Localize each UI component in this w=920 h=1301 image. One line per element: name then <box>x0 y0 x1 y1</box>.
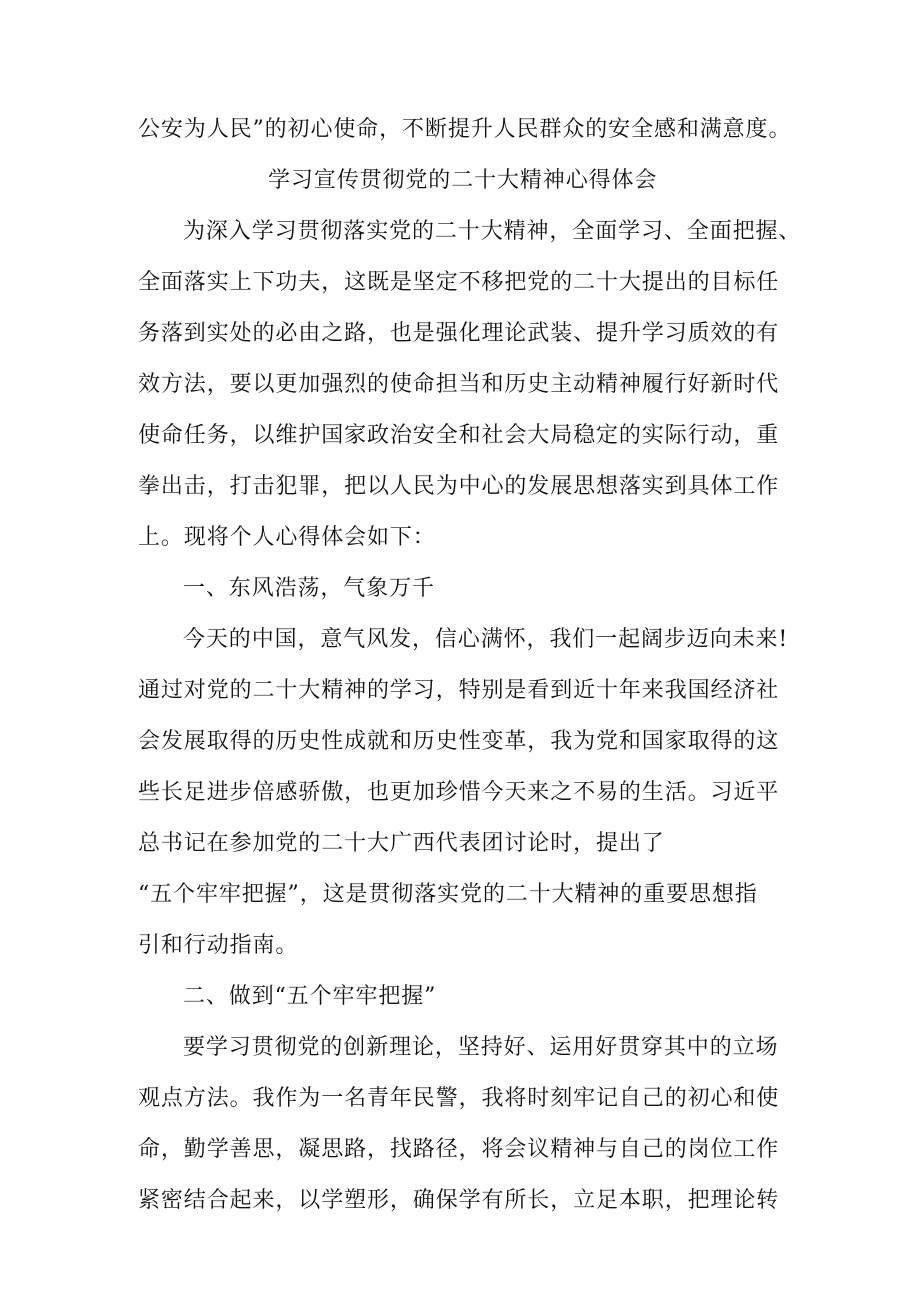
text-line: 观点方法。我作为一名青年民警，我将时刻牢记自己的初心和使 <box>138 1086 780 1111</box>
section-heading: 一、东风浩荡，气象万千 <box>183 576 435 601</box>
text-line: 务落到实处的必由之路，也是强化理论武装、提升学习质效的有 <box>138 321 780 346</box>
text-line: 为深入学习贯彻落实党的二十大精神，全面学习、全面把握、 <box>183 219 802 244</box>
text-line: 总书记在参加党的二十大广西代表团讨论时，提出了 <box>138 831 665 856</box>
text-line: 会发展取得的历史性成就和历史性变革，我为党和国家取得的这 <box>138 729 780 754</box>
section-heading: 二、做到“五个牢牢把握” <box>183 984 437 1009</box>
text-line: 引和行动指南。 <box>138 933 299 958</box>
text-line: 命，勤学善思，凝思路，找路径，将会议精神与自己的岗位工作 <box>138 1137 780 1162</box>
text-line: “五个牢牢把握”，这是贯彻落实党的二十大精神的重要思想指 <box>138 882 758 907</box>
text-line: 通过对党的二十大精神的学习，特别是看到近十年来我国经济社 <box>138 678 780 703</box>
text-line: 紧密结合起来，以学塑形，确保学有所长，立足本职，把理论转 <box>138 1188 780 1213</box>
text-line: 今天的中国，意气风发，信心满怀，我们一起阔步迈向未来! <box>183 627 789 652</box>
text-line: 效方法，要以更加强烈的使命担当和历史主动精神履行好新时代 <box>138 372 780 397</box>
text-line: 些长足进步倍感骄傲，也更加珍惜今天来之不易的生活。习近平 <box>138 780 780 805</box>
text-line: 使命任务，以维护国家政治安全和社会大局稳定的实际行动，重 <box>138 423 780 448</box>
text-line: 拳出击，打击犯罪，把以人民为中心的发展思想落实到具体工作 <box>138 474 780 499</box>
text-line: 全面落实上下功夫，这既是坚定不移把党的二十大提出的目标任 <box>138 270 780 295</box>
document-title: 学习宣传贯彻党的二十大精神心得体会 <box>268 168 658 193</box>
text-line: 上。现将个人心得体会如下： <box>138 525 436 550</box>
text-line: 公安为人民”的初心使命，不断提升人民群众的安全感和满意度。 <box>138 117 792 142</box>
text-line: 要学习贯彻党的创新理论，坚持好、运用好贯穿其中的立场 <box>183 1035 779 1060</box>
